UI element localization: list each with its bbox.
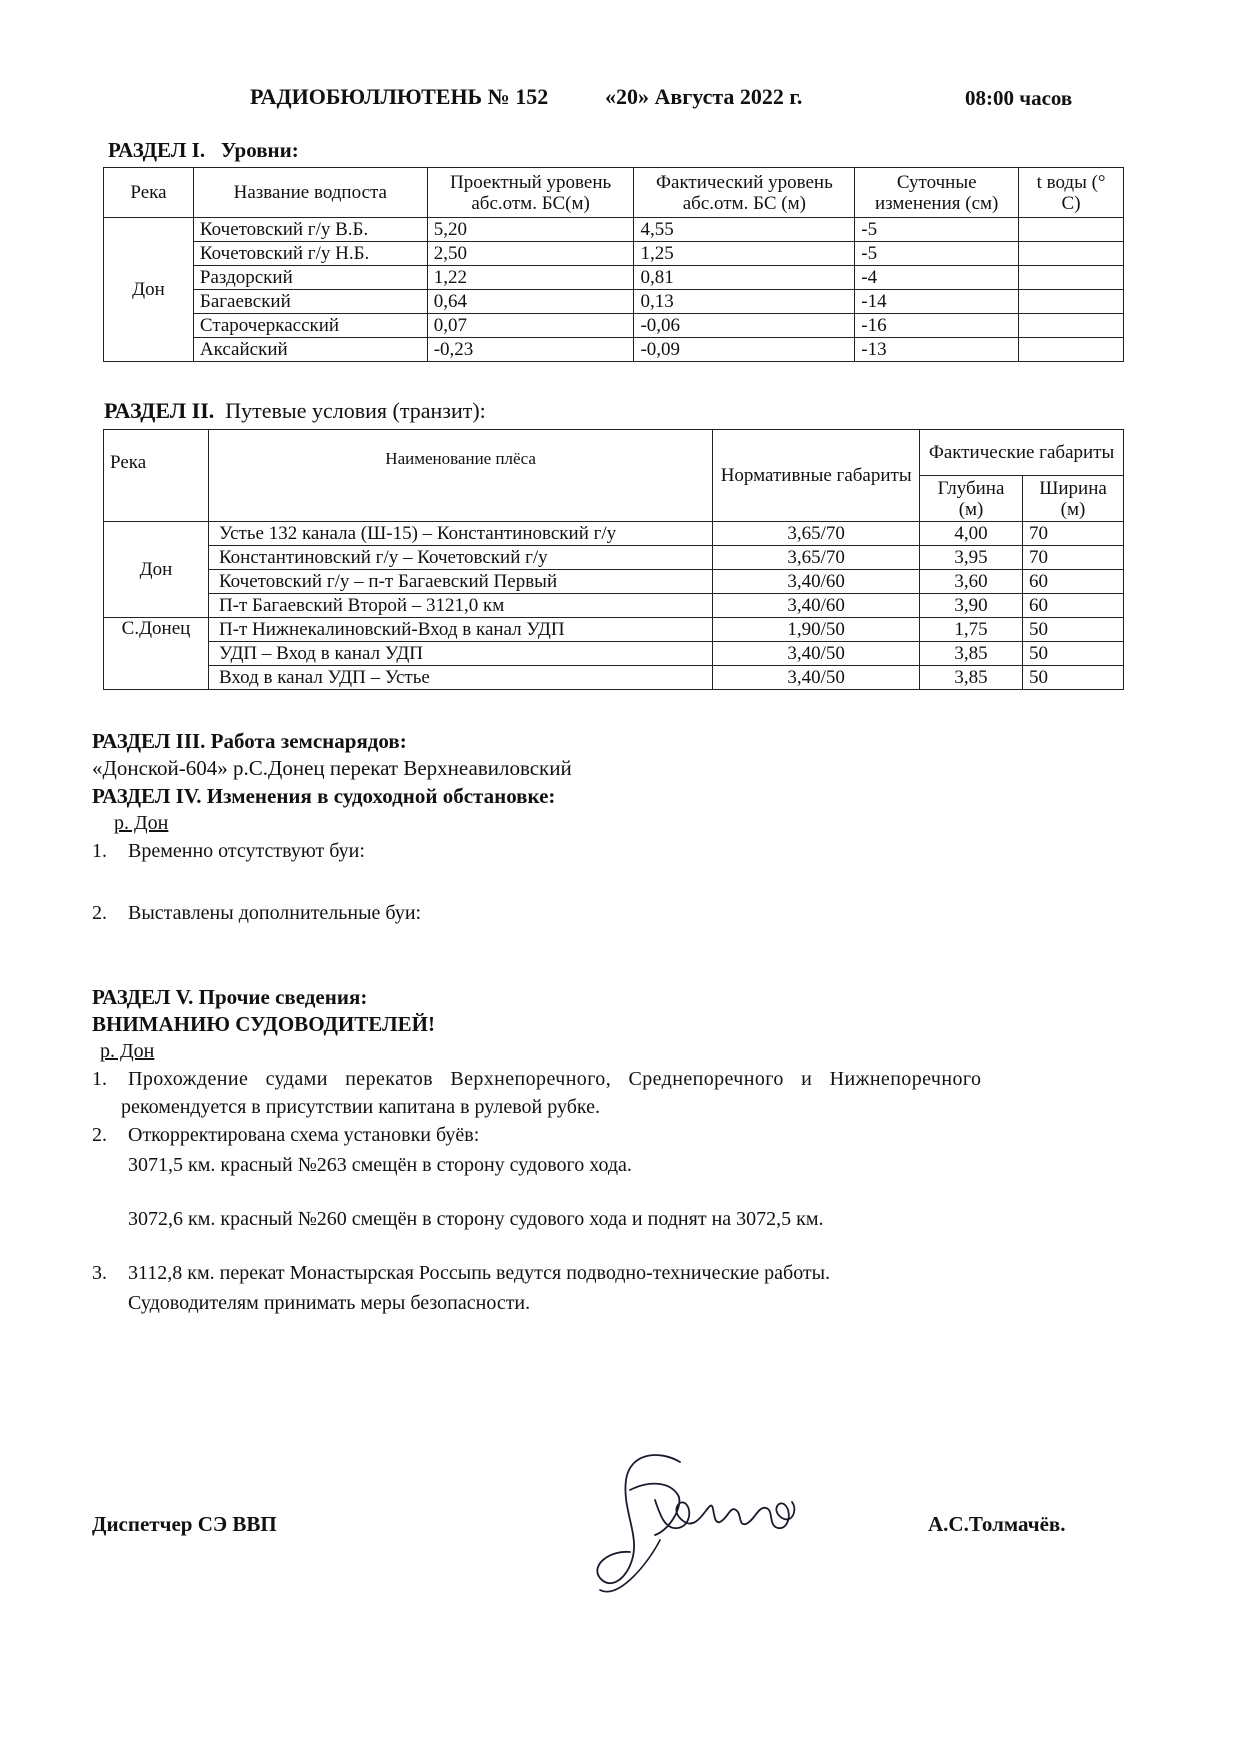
design-cell: 2,50 bbox=[427, 242, 634, 266]
width-cell: 70 bbox=[1023, 522, 1124, 546]
width-cell: 60 bbox=[1023, 570, 1124, 594]
section5-item-2-buoy-1: 3071,5 км. красный №263 смещён в сторону судового хода. bbox=[128, 1154, 632, 1176]
col-actual-level: Фактический уровень абс.отм. БС (м) bbox=[634, 168, 855, 218]
table-row bbox=[104, 242, 1124, 266]
design-cell: 0,07 bbox=[427, 314, 634, 338]
section5-river-label: р. Дон bbox=[100, 1040, 155, 1062]
item-text: 3112,8 км. перекат Монастырская Россыпь ведутся подводно-технические работы. bbox=[128, 1262, 831, 1284]
post-cell: Старочеркасский bbox=[193, 314, 427, 338]
actual-cell: 1,25 bbox=[634, 242, 855, 266]
col-width: Ширина (м) bbox=[1023, 476, 1124, 522]
reach-cell: П-т Нижнекалиновский-Вход в канал УДП bbox=[208, 618, 712, 642]
section5-item-2-buoy-2: 3072,6 км. красный №260 смещён в сторону судового хода и поднят на 3072,5 км. bbox=[128, 1208, 824, 1230]
col-actual: Фактические габариты bbox=[920, 430, 1124, 476]
section4-river-label: р. Дон bbox=[114, 812, 169, 834]
table-row bbox=[104, 290, 1124, 314]
dispatcher-position: Диспетчер СЭ ВВП bbox=[92, 1512, 277, 1536]
reach-cell: Вход в канал УДП – Устье bbox=[208, 666, 712, 690]
table-row bbox=[104, 218, 1124, 242]
item-text: Выставлены дополнительные буи: bbox=[128, 902, 422, 924]
section5-item-1 bbox=[92, 1068, 1192, 1091]
norm-cell: 3,65/70 bbox=[713, 522, 920, 546]
river-cell: Дон bbox=[104, 218, 194, 362]
section1-number: РАЗДЕЛ I. bbox=[108, 138, 206, 162]
section4-river bbox=[114, 812, 168, 835]
section2-title: Путевые условия (транзит): bbox=[225, 398, 486, 423]
norm-cell: 3,40/60 bbox=[713, 594, 920, 618]
norm-cell: 3,40/50 bbox=[713, 666, 920, 690]
section4-item-1 bbox=[92, 840, 1192, 863]
bulletin-time: 08:00 часов bbox=[965, 86, 1073, 110]
actual-cell: 0,13 bbox=[634, 290, 855, 314]
width-cell: 60 bbox=[1023, 594, 1124, 618]
table-row bbox=[104, 618, 1124, 642]
norm-cell: 3,40/50 bbox=[713, 642, 920, 666]
river-cell: С.Донец bbox=[104, 618, 209, 690]
depth-cell: 3,90 bbox=[920, 594, 1023, 618]
table-row bbox=[104, 546, 1124, 570]
change-cell: -4 bbox=[855, 266, 1019, 290]
depth-cell: 3,60 bbox=[920, 570, 1023, 594]
design-cell: 5,20 bbox=[427, 218, 634, 242]
post-cell: Аксайский bbox=[193, 338, 427, 362]
post-cell: Багаевский bbox=[193, 290, 427, 314]
temp-cell bbox=[1019, 290, 1124, 314]
item-text: Временно отсутствуют буи: bbox=[128, 840, 365, 862]
col-daily-change: Суточные изменения (см) bbox=[855, 168, 1019, 218]
reach-cell: Кочетовский г/у – п-т Багаевский Первый bbox=[208, 570, 712, 594]
depth-cell: 3,85 bbox=[920, 642, 1023, 666]
reach-cell: Константиновский г/у – Кочетовский г/у bbox=[208, 546, 712, 570]
width-cell: 70 bbox=[1023, 546, 1124, 570]
col-post: Название водпоста bbox=[193, 168, 427, 218]
design-cell: 1,22 bbox=[427, 266, 634, 290]
col-depth: Глубина (м) bbox=[920, 476, 1023, 522]
col-design-level: Проектный уровень абс.отм. БС(м) bbox=[427, 168, 634, 218]
change-cell: -5 bbox=[855, 218, 1019, 242]
item-number: 2. bbox=[92, 902, 107, 924]
col-water-temp: t воды (° С) bbox=[1019, 168, 1124, 218]
norm-cell: 3,40/60 bbox=[713, 570, 920, 594]
item-number: 1. bbox=[92, 840, 107, 862]
width-cell: 50 bbox=[1023, 618, 1124, 642]
section4-item-2 bbox=[92, 902, 1192, 925]
section3-heading: РАЗДЕЛ III. Работа земснарядов: bbox=[92, 729, 407, 753]
depth-cell: 3,95 bbox=[920, 546, 1023, 570]
design-cell: -0,23 bbox=[427, 338, 634, 362]
reach-cell: П-т Багаевский Второй – 3121,0 км bbox=[208, 594, 712, 618]
post-cell: Кочетовский г/у В.Б. bbox=[193, 218, 427, 242]
bulletin-date: «20» Августа 2022 г. bbox=[605, 84, 803, 109]
change-cell: -14 bbox=[855, 290, 1019, 314]
table-row bbox=[104, 594, 1124, 618]
temp-cell bbox=[1019, 338, 1124, 362]
depth-cell: 3,85 bbox=[920, 666, 1023, 690]
actual-cell: -0,06 bbox=[634, 314, 855, 338]
bulletin-title: РАДИОБЮЛЛЮТЕНЬ № 152 bbox=[250, 84, 549, 109]
item-number: 3. bbox=[92, 1262, 107, 1284]
levels-table bbox=[103, 167, 1124, 362]
table-row bbox=[104, 666, 1124, 690]
reach-cell: Устье 132 канала (Ш-15) – Константиновский г/у bbox=[208, 522, 712, 546]
section4-heading: РАЗДЕЛ IV. Изменения в судоходной обстановке: bbox=[92, 784, 556, 808]
attention-heading: ВНИМАНИЮ СУДОВОДИТЕЛЕЙ! bbox=[92, 1012, 435, 1036]
section5-item-3-cont: Судоводителям принимать меры безопасности. bbox=[128, 1292, 531, 1314]
reach-cell: УДП – Вход в канал УДП bbox=[208, 642, 712, 666]
item-text: Прохождение судами перекатов Верхнепоречного, Среднепоречного и Нижнепоречного bbox=[128, 1068, 982, 1090]
table-row bbox=[104, 338, 1124, 362]
post-cell: Кочетовский г/у Н.Б. bbox=[193, 242, 427, 266]
section5-item-1-cont: рекомендуется в присутствии капитана в рулевой рубке. bbox=[121, 1096, 600, 1118]
width-cell: 50 bbox=[1023, 666, 1124, 690]
col-reach: Наименование плёса bbox=[208, 430, 712, 522]
section5-river bbox=[100, 1040, 154, 1063]
section3-text: «Донской-604» р.С.Донец перекат Верхнеавиловский bbox=[92, 756, 572, 780]
section5-item-2 bbox=[92, 1124, 1192, 1147]
signature-image bbox=[560, 1440, 820, 1620]
item-text: Откорректирована схема установки буёв: bbox=[128, 1124, 480, 1146]
col-river: Река bbox=[104, 430, 209, 522]
temp-cell bbox=[1019, 242, 1124, 266]
dispatcher-name: А.С.Толмачёв. bbox=[928, 1512, 1066, 1536]
change-cell: -13 bbox=[855, 338, 1019, 362]
section2-number: РАЗДЕЛ II. bbox=[104, 398, 215, 423]
section2-heading bbox=[104, 398, 486, 424]
temp-cell bbox=[1019, 266, 1124, 290]
depth-cell: 1,75 bbox=[920, 618, 1023, 642]
actual-cell: -0,09 bbox=[634, 338, 855, 362]
section5-heading: РАЗДЕЛ V. Прочие сведения: bbox=[92, 985, 368, 1009]
change-cell: -5 bbox=[855, 242, 1019, 266]
section5-item-3 bbox=[92, 1262, 1192, 1285]
temp-cell bbox=[1019, 218, 1124, 242]
item-number: 2. bbox=[92, 1124, 107, 1146]
depth-cell: 4,00 bbox=[920, 522, 1023, 546]
table-row bbox=[104, 314, 1124, 338]
norm-cell: 3,65/70 bbox=[713, 546, 920, 570]
river-cell: Дон bbox=[104, 522, 209, 618]
section1-title: Уровни: bbox=[220, 138, 299, 162]
table-row bbox=[104, 522, 1124, 546]
width-cell: 50 bbox=[1023, 642, 1124, 666]
temp-cell bbox=[1019, 314, 1124, 338]
norm-cell: 1,90/50 bbox=[713, 618, 920, 642]
design-cell: 0,64 bbox=[427, 290, 634, 314]
col-normative: Нормативные габариты bbox=[713, 430, 920, 522]
actual-cell: 0,81 bbox=[634, 266, 855, 290]
table-row bbox=[104, 266, 1124, 290]
route-conditions-table bbox=[103, 429, 1124, 690]
table-row bbox=[104, 570, 1124, 594]
change-cell: -16 bbox=[855, 314, 1019, 338]
item-number: 1. bbox=[92, 1068, 107, 1090]
section1-heading bbox=[108, 138, 299, 163]
post-cell: Раздорский bbox=[193, 266, 427, 290]
col-river: Река bbox=[104, 168, 194, 218]
table-row bbox=[104, 642, 1124, 666]
actual-cell: 4,55 bbox=[634, 218, 855, 242]
